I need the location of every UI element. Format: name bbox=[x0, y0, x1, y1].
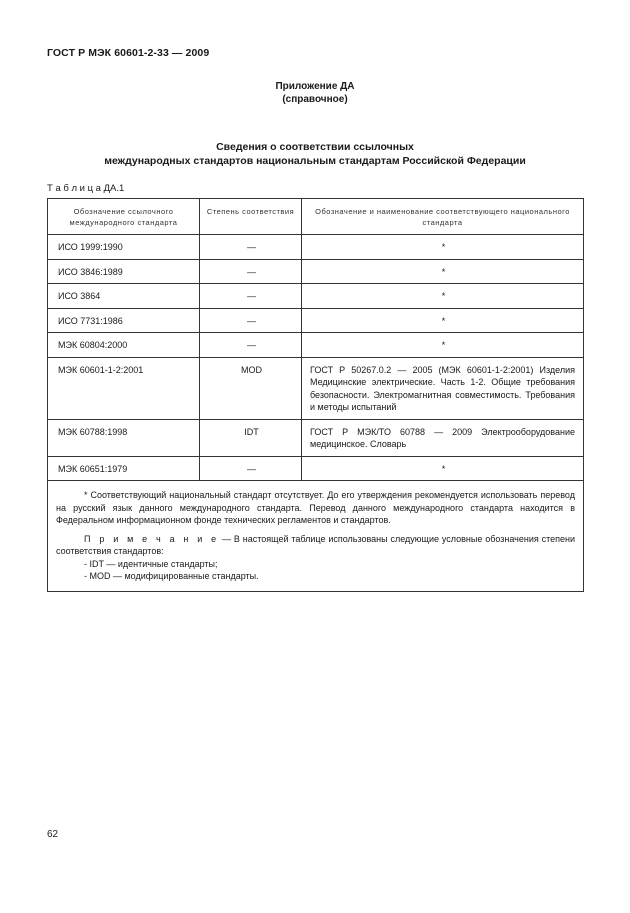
cell-national: * bbox=[302, 456, 584, 481]
cell-degree: — bbox=[200, 456, 302, 481]
table-notes-row bbox=[48, 481, 584, 592]
note-text: — В настоящей таблице использованы следующие условные обозначения степени соответствия стандартов: bbox=[56, 533, 575, 556]
cell-degree: — bbox=[200, 284, 302, 309]
cell-national: * bbox=[302, 259, 584, 284]
cell-national: ГОСТ Р 50267.0.2 — 2005 (МЭК 60601-1-2:2001) Изделия Медицинские электрические. Часть 1-2. Общие требования безопасности. Электромагнитная совместимость. Требования и методы испытаний bbox=[302, 357, 584, 419]
table-notes bbox=[48, 481, 584, 592]
note-item-idt: - IDT — идентичные стандарты; bbox=[84, 558, 218, 569]
appendix-title: Приложение ДА bbox=[275, 81, 355, 92]
table-row bbox=[48, 456, 584, 481]
table-footnote: * Соответствующий национальный стандарт отсутствует. До его утверждения рекомендуется использовать перевод на русский язык данного международного стандарта. Перевод данного международного стандарта находится в Федеральном информационном фонде технических регламентов и стандартов. bbox=[56, 490, 575, 525]
cell-national: * bbox=[302, 308, 584, 333]
cell-reference: МЭК 60651:1979 bbox=[48, 456, 200, 481]
cell-degree: IDT bbox=[200, 419, 302, 456]
cell-degree: — bbox=[200, 259, 302, 284]
table-row bbox=[48, 284, 584, 309]
cell-national: * bbox=[302, 333, 584, 358]
cell-reference: ИСО 3864 bbox=[48, 284, 200, 309]
cell-degree: — bbox=[200, 235, 302, 260]
column-header-reference: Обозначение ссылочного международного стандарта bbox=[48, 199, 200, 235]
document-header: ГОСТ Р МЭК 60601-2-33 — 2009 bbox=[47, 47, 210, 59]
cell-reference: ИСО 7731:1986 bbox=[48, 308, 200, 333]
cell-degree: — bbox=[200, 308, 302, 333]
column-header-national: Обозначение и наименование соответствующего национального стандарта bbox=[302, 199, 584, 235]
appendix-subtitle: (справочное) bbox=[282, 94, 348, 105]
note-item-mod: - MOD — модифицированные стандарты. bbox=[84, 571, 259, 581]
cell-national: * bbox=[302, 235, 584, 260]
section-title bbox=[0, 140, 630, 168]
appendix-heading bbox=[0, 80, 630, 106]
column-header-degree: Степень соответствия bbox=[200, 199, 302, 235]
correspondence-table-wrapper bbox=[47, 198, 583, 592]
table-row bbox=[48, 308, 584, 333]
table-label: Т а б л и ц а ДА.1 bbox=[47, 183, 125, 194]
cell-reference: МЭК 60788:1998 bbox=[48, 419, 200, 456]
note-label: П р и м е ч а н и е bbox=[84, 533, 220, 544]
cell-national: * bbox=[302, 284, 584, 309]
table-row bbox=[48, 333, 584, 358]
page-number: 62 bbox=[47, 829, 59, 840]
table-row bbox=[48, 259, 584, 284]
cell-national: ГОСТ Р МЭК/ТО 60788 — 2009 Электрооборудование медицинское. Словарь bbox=[302, 419, 584, 456]
table-row bbox=[48, 357, 584, 419]
cell-reference: МЭК 60804:2000 bbox=[48, 333, 200, 358]
cell-degree: MOD bbox=[200, 357, 302, 419]
section-title-line-1: Сведения о соответствии ссылочных bbox=[216, 141, 414, 153]
section-title-line-2: международных стандартов национальным стандартам Российской Федерации bbox=[104, 155, 526, 167]
table-note bbox=[56, 533, 575, 558]
cell-reference: МЭК 60601-1-2:2001 bbox=[48, 357, 200, 419]
cell-reference: ИСО 3846:1989 bbox=[48, 259, 200, 284]
table-row bbox=[48, 419, 584, 456]
table-row bbox=[48, 235, 584, 260]
table-header-row bbox=[48, 199, 584, 235]
correspondence-table bbox=[47, 198, 584, 592]
cell-degree: — bbox=[200, 333, 302, 358]
cell-reference: ИСО 1999:1990 bbox=[48, 235, 200, 260]
